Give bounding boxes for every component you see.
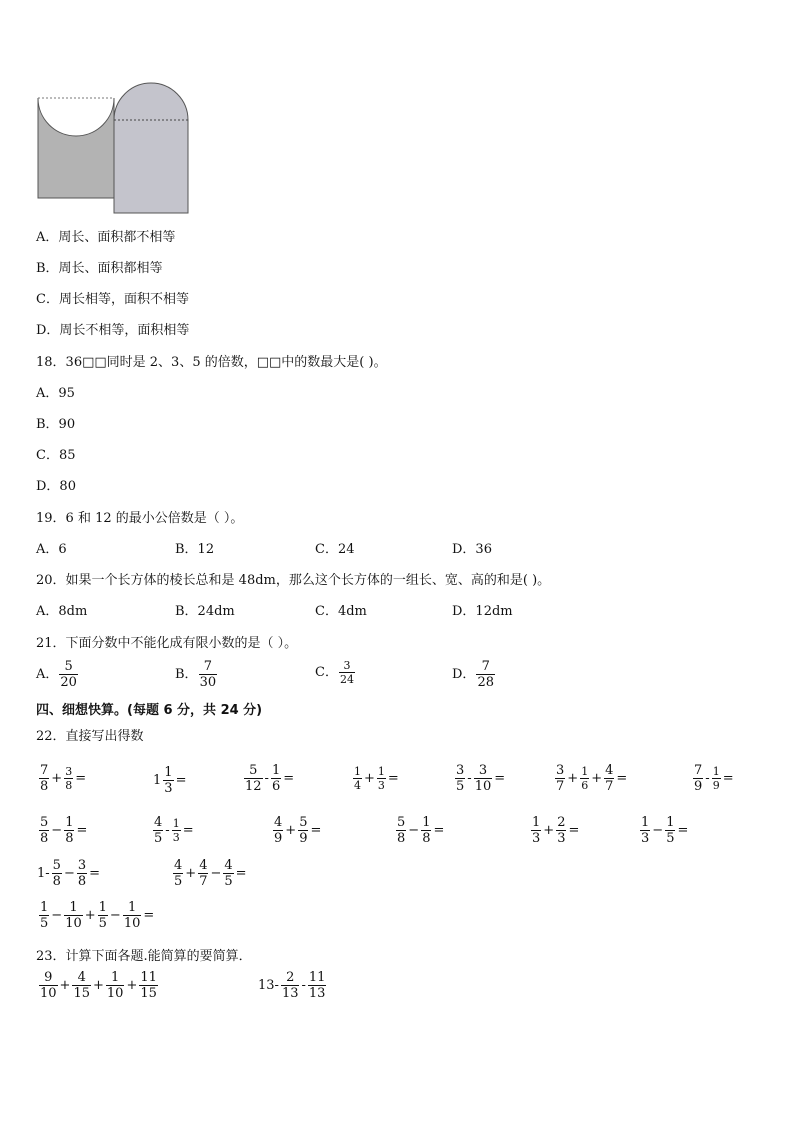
denominator: 7 — [556, 779, 565, 794]
denominator: 4 — [354, 779, 361, 792]
denominator: 8 — [52, 874, 61, 889]
left-shape — [38, 98, 114, 198]
denominator: 5 — [666, 831, 675, 846]
minus-sign: − — [51, 908, 63, 923]
equals-sign: = — [310, 823, 322, 838]
numerator: 2 — [286, 970, 295, 985]
q22-expr-4 — [352, 766, 400, 791]
q19-option-b: B．12 — [175, 542, 215, 557]
denominator: 8 — [65, 831, 74, 846]
numerator: 7 — [694, 763, 703, 778]
numerator: 3 — [77, 858, 87, 873]
denominator: 10 — [474, 779, 492, 794]
equals-sign: = — [568, 823, 580, 838]
numerator: 7 — [40, 763, 49, 778]
plus-sign: + — [364, 771, 375, 786]
numerator: 1 — [98, 900, 107, 915]
q17-figure — [36, 82, 192, 216]
minus-sign: - — [705, 771, 710, 786]
equals-sign: = — [616, 771, 628, 786]
q20-option-c: C．4dm — [315, 604, 367, 619]
minus-sign: - — [467, 771, 472, 786]
q21-option-d-label: D． — [452, 666, 476, 682]
denominator: 8 — [422, 831, 431, 846]
whole-number: 1 — [153, 773, 162, 788]
denominator: 3 — [641, 831, 650, 846]
numerator: 1 — [164, 765, 173, 780]
numerator: 3 — [343, 659, 351, 672]
q18-option-a: A．95 — [36, 386, 75, 401]
plus-sign: + — [51, 771, 63, 786]
denominator: 9 — [712, 779, 720, 792]
numerator: 4 — [154, 815, 163, 830]
numerator: 5 — [64, 659, 73, 674]
q20-option-d: D．12dm — [452, 604, 513, 619]
denominator: 5 — [174, 874, 183, 889]
q22-expr-11 — [395, 816, 445, 845]
q22-stem: 22．直接写出得数 — [36, 729, 144, 744]
numerator: 11 — [308, 970, 326, 985]
denominator: 10 — [106, 986, 124, 1001]
plus-sign: + — [591, 771, 603, 786]
q22-expr-16 — [38, 901, 155, 930]
q17-option-d: D．周长不相等，面积相等 — [36, 323, 190, 338]
q23-stem: 23．计算下面各题.能简算的要简算． — [36, 949, 252, 964]
minus-sign: − — [63, 866, 75, 881]
denominator: 7 — [605, 779, 614, 794]
q22-expr-9 — [152, 816, 195, 845]
numerator: 4 — [174, 858, 183, 873]
denominator: 28 — [477, 675, 494, 690]
numerator: 4 — [605, 763, 614, 778]
denominator: 3 — [557, 831, 566, 846]
numerator: 2 — [557, 815, 566, 830]
denominator: 3 — [377, 779, 385, 792]
numerator: 3 — [456, 763, 465, 778]
numerator: 1 — [111, 970, 120, 985]
denominator: 9 — [694, 779, 703, 794]
numerator: 1 — [65, 815, 74, 830]
denominator: 8 — [40, 831, 49, 846]
plus-sign: + — [126, 978, 138, 993]
numerator: 1 — [271, 763, 281, 778]
q22-expr-7 — [692, 764, 735, 793]
denominator: 24 — [339, 673, 354, 686]
numerator: 3 — [478, 763, 488, 778]
numerator: 1 — [172, 817, 180, 830]
minus-sign: − — [408, 823, 420, 838]
denominator: 13 — [281, 986, 299, 1001]
denominator: 5 — [456, 779, 465, 794]
numerator: 4 — [274, 815, 283, 830]
q19-stem: 19．6 和 12 的最小公倍数是（ ）。 — [36, 511, 244, 526]
numerator: 1 — [641, 815, 650, 830]
equals-sign: = — [182, 823, 194, 838]
q22-expr-2 — [152, 766, 187, 795]
q22-expr-13 — [639, 816, 689, 845]
q19-option-a: A．6 — [36, 542, 67, 557]
minus-sign: − — [51, 823, 63, 838]
denominator: 20 — [60, 675, 77, 690]
equals-sign: = — [143, 908, 155, 923]
equals-sign: = — [722, 771, 734, 786]
q22-expr-10 — [272, 816, 322, 845]
q17-option-b: B．周长、面积都相等 — [36, 261, 163, 276]
q21-option-c — [315, 660, 356, 685]
q22-expr-3 — [243, 764, 295, 793]
denominator: 15 — [140, 986, 157, 1001]
denominator: 8 — [397, 831, 406, 846]
whole-number: 1- — [37, 866, 50, 881]
q21-option-b-label: B． — [175, 666, 198, 682]
q17-option-c: C．周长相等，面积不相等 — [36, 292, 189, 307]
whole-number: 13- — [258, 978, 279, 993]
numerator: 4 — [224, 858, 233, 873]
q22-expr-6 — [554, 764, 628, 793]
numerator: 3 — [65, 765, 73, 778]
numerator: 1 — [422, 815, 431, 830]
numerator: 9 — [44, 970, 53, 985]
numerator: 7 — [203, 659, 212, 674]
q22-expr-1 — [38, 764, 87, 793]
q21-option-a — [36, 660, 79, 689]
minus-sign: − — [652, 823, 664, 838]
section-4-heading: 四、细想快算。(每题 6 分，共 24 分) — [36, 703, 263, 718]
q22-expr-5 — [454, 764, 506, 793]
denominator: 8 — [65, 779, 73, 792]
denominator: 6 — [271, 779, 281, 794]
denominator: 12 — [245, 779, 262, 794]
equals-sign: = — [433, 823, 445, 838]
equals-sign: = — [175, 773, 187, 788]
plus-sign: + — [185, 866, 197, 881]
denominator: 10 — [65, 916, 82, 931]
q23-expr-1 — [38, 971, 159, 1000]
minus-sign: - — [264, 771, 269, 786]
numerator: 1 — [127, 900, 137, 915]
plus-sign: + — [285, 823, 297, 838]
q22-expr-15 — [172, 859, 248, 888]
denominator: 3 — [172, 831, 180, 844]
plus-sign: + — [543, 823, 555, 838]
denominator: 3 — [532, 831, 541, 846]
minus-sign: - — [165, 823, 170, 838]
denominator: 8 — [77, 874, 87, 889]
numerator: 1 — [712, 765, 720, 778]
q21-option-a-label: A． — [36, 666, 59, 682]
q22-expr-8 — [38, 816, 88, 845]
denominator: 7 — [199, 874, 208, 889]
q19-option-d: D．36 — [452, 542, 492, 557]
q22-expr-12 — [530, 816, 580, 845]
q23-expr-2 — [257, 971, 327, 1000]
minus-sign: - — [301, 978, 306, 993]
q19-option-c: C．24 — [315, 542, 355, 557]
numerator: 5 — [40, 815, 49, 830]
denominator: 3 — [164, 781, 173, 796]
denominator: 9 — [299, 831, 308, 846]
minus-sign: − — [210, 866, 222, 881]
numerator: 1 — [40, 900, 49, 915]
denominator: 30 — [199, 675, 217, 690]
denominator: 10 — [40, 986, 57, 1001]
equals-sign: = — [89, 866, 101, 881]
denominator: 5 — [154, 831, 163, 846]
equals-sign: = — [387, 771, 399, 786]
minus-sign: − — [109, 908, 121, 923]
q21-option-c-label: C． — [315, 664, 338, 680]
q20-option-b: B．24dm — [175, 604, 235, 619]
plus-sign: + — [84, 908, 96, 923]
q18-stem: 18．36□□同时是 2、3、5 的倍数，□□中的数最大是( )。 — [36, 355, 387, 370]
q21-option-d — [452, 660, 496, 689]
plus-sign: + — [59, 978, 71, 993]
q18-option-c: C．85 — [36, 448, 76, 463]
equals-sign: = — [235, 866, 247, 881]
q17-option-a: A．周长、面积都不相等 — [36, 230, 176, 245]
plus-sign: + — [567, 771, 579, 786]
numerator: 1 — [377, 765, 385, 778]
denominator: 5 — [40, 916, 49, 931]
denominator: 8 — [40, 779, 49, 794]
numerator: 3 — [556, 763, 565, 778]
denominator: 9 — [274, 831, 283, 846]
denominator: 5 — [98, 916, 107, 931]
equals-sign: = — [283, 771, 295, 786]
equals-sign: = — [677, 823, 689, 838]
equals-sign: = — [75, 771, 87, 786]
denominator: 6 — [581, 779, 589, 792]
denominator: 13 — [308, 986, 326, 1001]
numerator: 5 — [299, 815, 308, 830]
right-shape — [114, 83, 188, 213]
equals-sign: = — [494, 771, 506, 786]
q22-expr-14 — [36, 859, 101, 888]
numerator: 4 — [199, 858, 208, 873]
numerator: 11 — [140, 970, 157, 985]
q21-option-b — [175, 660, 218, 689]
numerator: 1 — [581, 765, 589, 778]
plus-sign: + — [93, 978, 104, 993]
numerator: 5 — [397, 815, 406, 830]
numerator: 1 — [354, 765, 361, 778]
numerator: 1 — [666, 815, 675, 830]
q18-option-b: B．90 — [36, 417, 76, 432]
numerator: 5 — [52, 858, 61, 873]
numerator: 4 — [77, 970, 86, 985]
numerator: 7 — [481, 659, 490, 674]
q21-stem: 21．下面分数中不能化成有限小数的是（ ）。 — [36, 636, 298, 651]
numerator: 1 — [69, 900, 78, 915]
q20-option-a: A．8dm — [36, 604, 88, 619]
numerator: 5 — [249, 763, 258, 778]
denominator: 10 — [123, 916, 141, 931]
numerator: 1 — [532, 815, 541, 830]
q20-stem: 20．如果一个长方体的棱长总和是 48dm，那么这个长方体的一组长、宽、高的和是( )。 — [36, 573, 551, 588]
equals-sign: = — [76, 823, 88, 838]
denominator: 15 — [73, 986, 90, 1001]
denominator: 5 — [224, 874, 233, 889]
q18-option-d: D．80 — [36, 479, 76, 494]
